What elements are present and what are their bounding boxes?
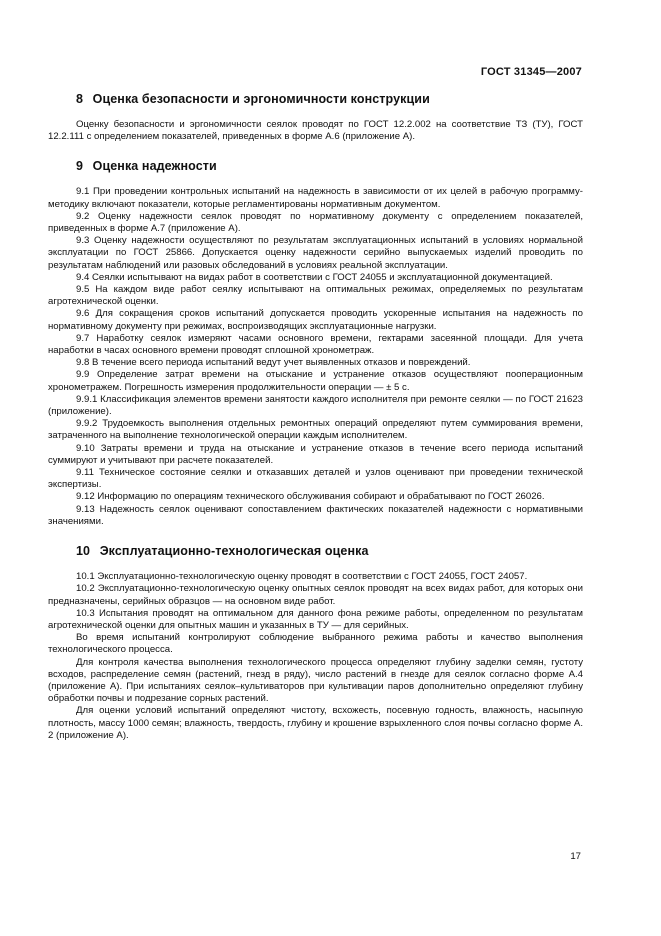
section-heading <box>48 544 583 558</box>
section-title: Оценка безопасности и эргономичности конструкции <box>92 92 430 106</box>
paragraph: 10.3 Испытания проводят на оптимальном для данного фона режиме работы, определенном по результатам агротехнической оценки для опытных машин и указанных в ТУ — для серийных. <box>48 607 583 631</box>
paragraph: 10.1 Эксплуатационно-технологическую оценку проводят в соответствии с ГОСТ 24055, ГОСТ 24057. <box>76 571 528 583</box>
paragraph: Во время испытаний контролируют соблюдение выбранного режима работы и качество выполнения технологического процесса. <box>48 632 583 656</box>
paragraph: 9.1 При проведении контрольных испытаний на надежность в зависимости от их целей в рабочую программу-методику включают показатели, которые регламентированы нормативным документом. <box>48 186 583 210</box>
section-heading <box>48 159 583 173</box>
section-number: 10 <box>76 544 91 559</box>
document-body <box>48 92 583 742</box>
paragraph: 9.4 Сеялки испытывают на видах работ в соответствии с ГОСТ 24055 и эксплуатационной документацией. <box>76 271 553 283</box>
paragraph: 9.2 Оценку надежности сеялок проводят по нормативному документу с определением показателей, приведенных в форме А.7 (приложение А). <box>48 210 583 235</box>
section-title: Оценка надежности <box>92 159 217 174</box>
paragraph: 9.9.1 Классификация элементов времени занятости каждого исполнителя при ремонте сеялки — по ГОСТ 21623 (приложение). <box>48 393 583 418</box>
paragraph: 9.5 На каждом виде работ сеялку испытывают на оптимальных режимах, определяемых по результатам агротехнической оценки. <box>48 284 583 308</box>
paragraph: 9.8 В течение всего периода испытаний ведут учет выявленных отказов и повреждений. <box>76 357 471 369</box>
page-number: 17 <box>570 851 581 862</box>
paragraph: 9.3 Оценку надежности осуществляют по результатам эксплуатационных испытаний в условиях нормальной эксплуатации по ГОСТ 25866. Допускается оценку надежности серийно выпускаемых изделий проводить по результатам наблюдений или разовых обследований в условиях реальной эксплуатации. <box>48 235 583 271</box>
section-number: 9 <box>76 159 84 174</box>
paragraph: 10.2 Эксплуатационно-технологическую оценку опытных сеялок проводят на всех видах работ, для которых они предназначены, серийных образцов — на основном виде работ. <box>48 583 583 607</box>
paragraph: 9.7 Наработку сеялок измеряют часами основного времени, гектарами засеянной площади. Для учета наработки в часах основного времени проводят сплошной хронометраж. <box>48 332 583 357</box>
paragraph: Оценку безопасности и эргономичности сеялок проводят по ГОСТ 12.2.002 на соответствие ТЗ (ТУ), ГОСТ 12.2.111 с определением показателей, приведенных в форме А.6 (приложение А). <box>48 119 583 143</box>
paragraph: 9.10 Затраты времени и труда на отыскание и устранение отказов в течение всего периода испытаний суммируют и учитывают при расчете показателей. <box>48 442 583 466</box>
section-9 <box>48 159 583 528</box>
paragraph: 9.11 Техническое состояние сеялки и отказавших деталей и узлов оценивают при проведении технической экспертизы. <box>48 467 583 491</box>
section-8 <box>48 92 583 143</box>
paragraph: Для контроля качества выполнения технологического процесса определяют глубину заделки семян, густоту всходов, распределение семян (растений, гнезд в ряду), число растений в гнезде для сеялок согласно форме А.4 (приложение А). При испытаниях сеялок–культиваторов при культивации паров дополнительно определяют глубину обработки почвы и подрезание сорных растений. <box>48 656 583 705</box>
document-code: ГОСТ 31345—2007 <box>480 66 582 78</box>
paragraph: 9.9.2 Трудоемкость выполнения отдельных ремонтных операций определяют путем суммирования времени, затраченного на выполнение технологической операции каждым исполнителем. <box>48 418 583 442</box>
section-10 <box>48 544 583 742</box>
paragraph: Для оценки условий испытаний определяют чистоту, всхожесть, посевную годность, влажность, насыпную плотность, массу 1000 семян; влажность, твердость, глубину и крошение взрыхленного слоя почвы согласно форме А. 2 (приложение А). <box>48 705 583 741</box>
section-heading <box>48 92 583 106</box>
section-title: Эксплуатационно-технологическая оценка <box>99 544 369 559</box>
paragraph: 9.6 Для сокращения сроков испытаний допускается проводить ускоренные испытания на надежность по нормативному документу при режимах, воспроизводящих эксплуатационные нагрузки. <box>48 308 583 332</box>
section-number: 8 <box>76 92 84 106</box>
paragraph: 9.12 Информацию по операциям технического обслуживания собирают и обрабатывают по ГОСТ 26026. <box>76 491 545 503</box>
paragraph: 9.13 Надежность сеялок оценивают сопоставлением фактических показателей надежности с нормативными значениями. <box>48 503 583 527</box>
paragraph: 9.9 Определение затрат времени на отыскание и устранение отказов осуществляют пооперационным хронометражем. Погрешность измерения продолжительности операции — ± 5 с. <box>48 369 583 393</box>
